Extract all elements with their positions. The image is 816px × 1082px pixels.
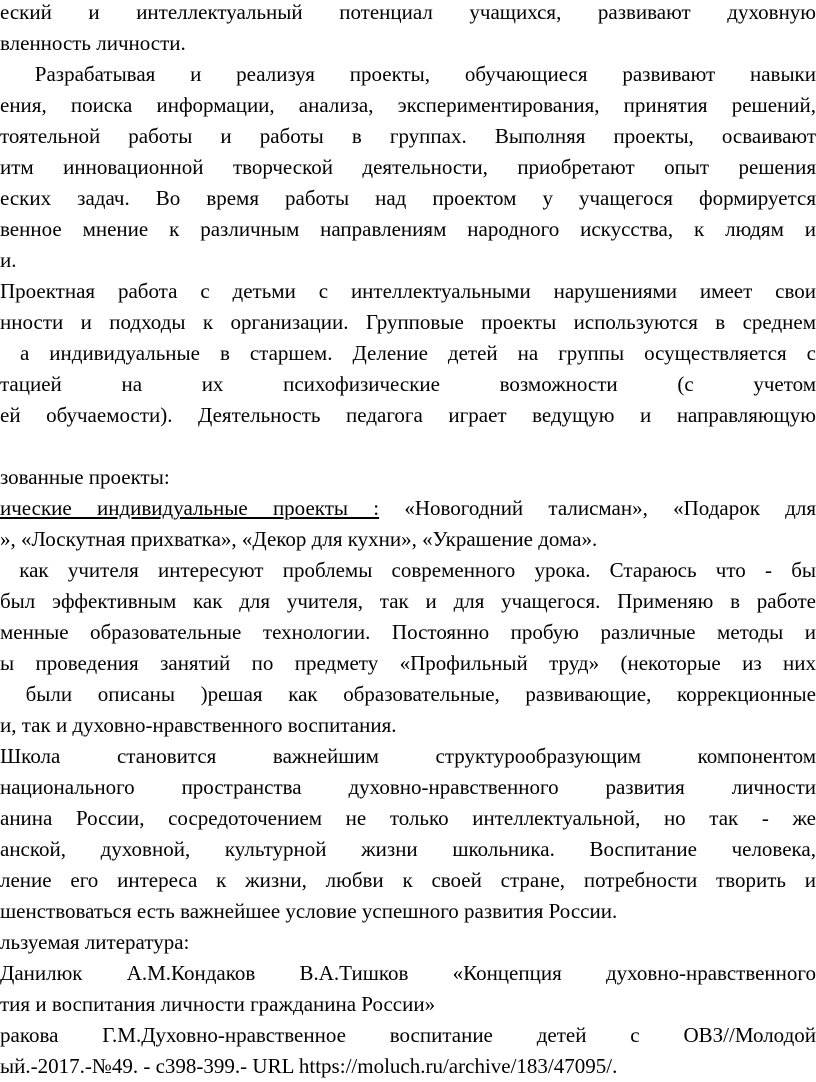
text-line — [0, 555, 816, 586]
line-text: Проектная работа с детьми с интеллектуальными нарушениями имеет свои — [0, 279, 816, 303]
line-text: Разрабатывая и реализуя проекты, обучающиеся развивают навыки — [0, 62, 816, 86]
line-text: венное мнение к различным направлениям народного искусства, к людям и — [0, 217, 816, 241]
line-text: анина России, сосредоточением не только интеллектуальной, но так - же — [0, 806, 816, 830]
line-text: тия и воспитания личности гражданина России» — [0, 992, 436, 1016]
text-line — [0, 1020, 816, 1051]
line-text: еский и интеллектуальный потенциал учащихся, развивают духовную — [0, 0, 816, 24]
line-text: ракова Г.М.Духовно-нравственное воспитание детей с ОВЗ//Молодой — [0, 1023, 816, 1047]
text-line — [0, 679, 816, 710]
line-text: анской, духовной, культурной жизни школьника. Воспитание человека, — [0, 837, 816, 861]
text-line — [0, 524, 816, 555]
line-text: итм инновационной творческой деятельности, приобретают опыт решения — [0, 155, 816, 179]
text-line — [0, 772, 816, 803]
line-text: ения, поиска информации, анализа, экспериментирования, принятия решений, — [0, 93, 816, 117]
line-text: вленность личности. — [0, 31, 186, 55]
text-line — [0, 896, 816, 927]
line-text: ление его интереса к жизни, любви к своей стране, потребности творить и — [0, 868, 816, 892]
line-text: был эффективным как для учителя, так и для учащегося. Применяю в работе — [0, 589, 816, 613]
text-line — [0, 90, 816, 121]
text-line — [0, 958, 816, 989]
text-line — [0, 648, 816, 679]
text-line — [0, 927, 816, 958]
line-text: ей обучаемости). Деятельность педагога играет ведущую и направляющую — [0, 403, 816, 427]
text-line — [0, 183, 816, 214]
line-text: зованные проекты: — [0, 465, 170, 489]
line-text: как учителя интересуют проблемы современного урока. Стараюсь что - бы — [0, 558, 816, 582]
line-text: тацией на их психофизические возможности (с учетом — [0, 372, 816, 396]
line-text: ы проведения занятий по предмету «Профильный труд» (некоторые из них — [0, 651, 816, 675]
line-text: Школа становится важнейшим структурообразующим компонентом — [0, 744, 816, 768]
line-text: ый.-2017.-№49. - с398-399.- URL https://moluch.ru/archive/183/47095/. — [0, 1054, 618, 1078]
line-text: и. — [0, 248, 17, 272]
line-text: «Новогодний талисман», «Подарок для — [379, 496, 816, 520]
text-line — [0, 834, 816, 865]
line-text: а индивидуальные в старшем. Деление детей на группы осуществляется с — [0, 341, 816, 365]
line-text: тоятельной работы и работы в группах. Выполняя проекты, осваивают — [0, 124, 816, 148]
text-line — [0, 989, 816, 1020]
text-line — [0, 59, 816, 90]
text-line — [0, 400, 816, 431]
line-text: и, так и духовно-нравственного воспитания. — [0, 713, 397, 737]
text-line — [0, 28, 816, 59]
line-text: национального пространства духовно-нравственного развития личности — [0, 775, 816, 799]
text-line — [0, 803, 816, 834]
line-text: льзуемая литература: — [0, 930, 190, 954]
text-line — [0, 152, 816, 183]
line-text: нности и подходы к организации. Групповые проекты используются в среднем — [0, 310, 816, 334]
text-line — [0, 741, 816, 772]
text-line — [0, 586, 816, 617]
text-line — [0, 121, 816, 152]
line-text: были описаны )решая как образовательные, развивающие, коррекционные — [0, 682, 816, 706]
text-line — [0, 617, 816, 648]
line-text: Данилюк А.М.Кондаков В.А.Тишков «Концепция духовно-нравственного — [0, 961, 816, 985]
text-line — [0, 338, 816, 369]
text-line — [0, 214, 816, 245]
text-line — [0, 865, 816, 896]
line-text: менные образовательные технологии. Постоянно пробую различные методы и — [0, 620, 816, 644]
text-line — [0, 710, 816, 741]
text-line — [0, 276, 816, 307]
line-text: шенствоваться есть важнейшее условие успешного развития России. — [0, 899, 618, 923]
text-line — [0, 369, 816, 400]
text-line — [0, 493, 816, 524]
line-text: », «Лоскутная прихватка», «Декор для кухни», «Украшение дома». — [0, 527, 598, 551]
text-line — [0, 462, 816, 493]
underlined-heading: ические индивидуальные проекты : — [0, 496, 380, 520]
text-line — [0, 431, 816, 462]
text-line — [0, 307, 816, 338]
text-line — [0, 1051, 816, 1082]
line-text: еских задач. Во время работы над проектом у учащегося формируется — [0, 186, 816, 210]
text-line — [0, 245, 816, 276]
text-line — [0, 0, 816, 28]
